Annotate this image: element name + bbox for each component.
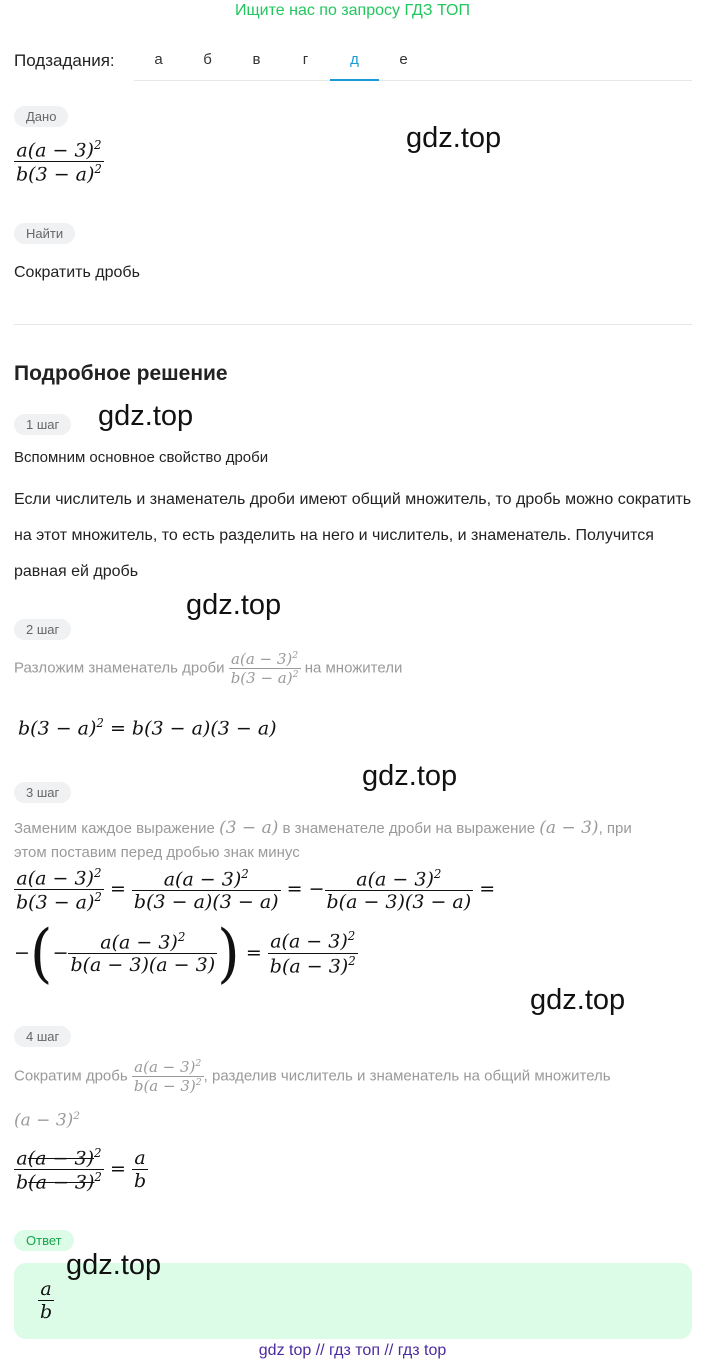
search-banner[interactable]: Ищите нас по запросу ГДЗ ТОП (235, 2, 470, 19)
step3-frac1-den-exp: 2 (94, 890, 102, 905)
given-den: b(3 − a) (16, 163, 95, 186)
step2-hint (14, 650, 402, 687)
step4-hint-fraction (132, 1058, 204, 1095)
subtasks-tabs (134, 40, 692, 81)
step1-pill: 1 шаг (14, 414, 71, 435)
tab-a[interactable]: а (154, 51, 163, 68)
footer-links[interactable]: gdz top // гдз топ // гдз top (258, 1342, 447, 1359)
step4-strike-den-factor: (a − 3) (28, 1171, 95, 1194)
step3-equation-line2: −(− $\frac{a(a - 3)^2}{b(a - 3)(a - 3)}$ ) = $\frac{a(a - 3)^2}{b(a - 3)^2}$ (14, 915, 356, 991)
step4-frac-num-exp: 2 (195, 1058, 202, 1069)
step3-frac4 (68, 930, 217, 976)
given-den-exp: 2 (94, 162, 102, 177)
tab-v[interactable]: в (252, 51, 261, 68)
step4-equation: $\frac{a(a - 3)^2}{b(a - 3)^2}$ = $\frac{a}{b}$ (16, 1146, 147, 1194)
step3-frac2-den: b(3 − a)(3 − a) (133, 890, 279, 913)
given-pill: Дано (14, 106, 68, 127)
step4-strike-num-factor: (a − 3) (27, 1147, 94, 1170)
step4-strike-num-exp: 2 (94, 1146, 102, 1160)
subtasks-label: Подзадания: (14, 51, 115, 70)
step2-hint-b: на множители (304, 659, 403, 677)
step3-frac5-num: a(a − 3) (270, 930, 348, 953)
watermark: gdz.top (98, 400, 194, 432)
step2-eq-exp: 2 (96, 716, 104, 730)
given-fraction (14, 138, 104, 186)
step4-hint-b: , разделив числитель и знаменатель на общий множитель (203, 1067, 611, 1085)
step3-frac1-den: b(3 − a) (16, 891, 95, 914)
watermark: gdz.top (530, 984, 626, 1016)
given-num: a(a − 3) (16, 139, 94, 162)
step4-hint-factor-exp: 2 (73, 1110, 80, 1122)
step4-result-num: a (134, 1147, 146, 1170)
solution-title: Подробное решение (14, 362, 228, 385)
divider (14, 324, 692, 325)
step2-pill: 2 шаг (14, 619, 71, 640)
answer-num: a (40, 1278, 52, 1300)
step3-frac3-num: a(a − 3) (356, 867, 434, 890)
step1-hint: Вспомним основное свойство дроби (14, 449, 269, 466)
step2-frac-den: b(3 − a) (230, 669, 293, 687)
step4-strike-den-b: b (16, 1171, 29, 1194)
answer-den: b (40, 1301, 53, 1323)
step4-result-fraction (132, 1147, 148, 1192)
find-text: Сократить дробь (14, 264, 140, 281)
step3-frac4-den: b(a − 3)(a − 3) (70, 954, 216, 977)
step4-hint (14, 1058, 611, 1095)
answer-fraction (38, 1278, 54, 1323)
watermark: gdz.top (66, 1249, 162, 1281)
step3-frac3-den: b(a − 3)(3 − a) (326, 890, 472, 913)
step3-hint-a: Заменим каждое выражение (14, 820, 215, 837)
watermark: gdz.top (406, 122, 502, 154)
tab-d[interactable]: д (330, 40, 379, 81)
step4-pill: 4 шаг (14, 1026, 71, 1047)
step2-frac-den-exp: 2 (292, 669, 299, 680)
step4-frac-den-exp: 2 (195, 1077, 202, 1088)
step2-eq-left: b(3 − a) (18, 717, 97, 740)
find-pill: Найти (14, 223, 75, 244)
step4-frac-num: a(a − 3) (134, 1058, 196, 1076)
step1-text: Если числитель и знаменатель дроби имеют общий множитель, то дробь можно сократить на этот множитель, то есть разделить на него и числитель, и знаменатель. Получится равная ей дробь (14, 491, 692, 580)
step3-frac1-num: a(a − 3) (16, 867, 94, 890)
step3-frac5-num-exp: 2 (347, 929, 356, 944)
step3-hint-d: этом поставим перед дробью знак минус (14, 844, 300, 861)
step3-hint-c: , при (598, 820, 632, 837)
step3-hint-expr2: (a − 3) (539, 818, 599, 838)
step3-frac4-num: a(a − 3) (100, 931, 178, 954)
given-num-exp: 2 (93, 138, 102, 152)
step3-equation-line1: $\frac{a(a - 3)^2}{b(3 - a)^2}$ = $\frac{a(a - 3)^2}{b(3 - a)(3 - a)}$ = − $\frac{a(a - 3)^2}{b(a - 3)(3 - a)}$ = (16, 866, 496, 914)
tab-g[interactable]: г (302, 51, 309, 68)
tab-b[interactable]: б (203, 51, 212, 68)
step4-strike-fraction (14, 1146, 104, 1194)
step4-hint-a: Сократим дробь (14, 1067, 128, 1085)
step3-pill: 3 шаг (14, 782, 71, 803)
step2-hint-a: Разложим знаменатель дроби (14, 659, 225, 677)
step4-result-den: b (133, 1170, 147, 1193)
step3-hint-expr1: (3 − a) (219, 818, 279, 838)
step3-frac2 (132, 867, 281, 913)
answer-pill: Ответ (14, 1230, 74, 1251)
step2-equation (18, 716, 277, 739)
step3-frac1 (14, 866, 104, 914)
step3-frac3 (325, 867, 474, 913)
step3-frac5-den: b(a − 3) (269, 954, 349, 977)
step3-frac3-num-exp: 2 (433, 866, 442, 881)
step4-strike-den-exp: 2 (94, 1170, 102, 1185)
step3-hint (14, 816, 699, 865)
watermark: gdz.top (362, 760, 458, 792)
step2-hint-fraction (229, 650, 301, 687)
watermark: gdz.top (186, 589, 282, 621)
step3-hint-b: в знаменателе дроби на выражение (282, 820, 536, 837)
step3-frac2-num: a(a − 3) (163, 867, 242, 890)
step3-frac5 (268, 929, 358, 977)
step4-frac-den: b(a − 3) (133, 1077, 196, 1095)
step4-hint-factor-expr: (a − 3) (14, 1110, 74, 1131)
step4-strike-num-a: a (16, 1147, 28, 1170)
step2-frac-num: a(a − 3) (231, 650, 293, 668)
step3-frac2-num-exp: 2 (241, 866, 249, 881)
step3-frac5-den-exp: 2 (348, 953, 356, 968)
step2-eq-right: = b(3 − a)(3 − a) (109, 717, 277, 740)
tab-e[interactable]: е (399, 51, 408, 68)
step2-frac-num-exp: 2 (292, 650, 299, 661)
step4-hint-factor (14, 1110, 80, 1131)
step3-frac1-num-exp: 2 (93, 866, 102, 880)
step3-frac4-num-exp: 2 (177, 929, 186, 944)
